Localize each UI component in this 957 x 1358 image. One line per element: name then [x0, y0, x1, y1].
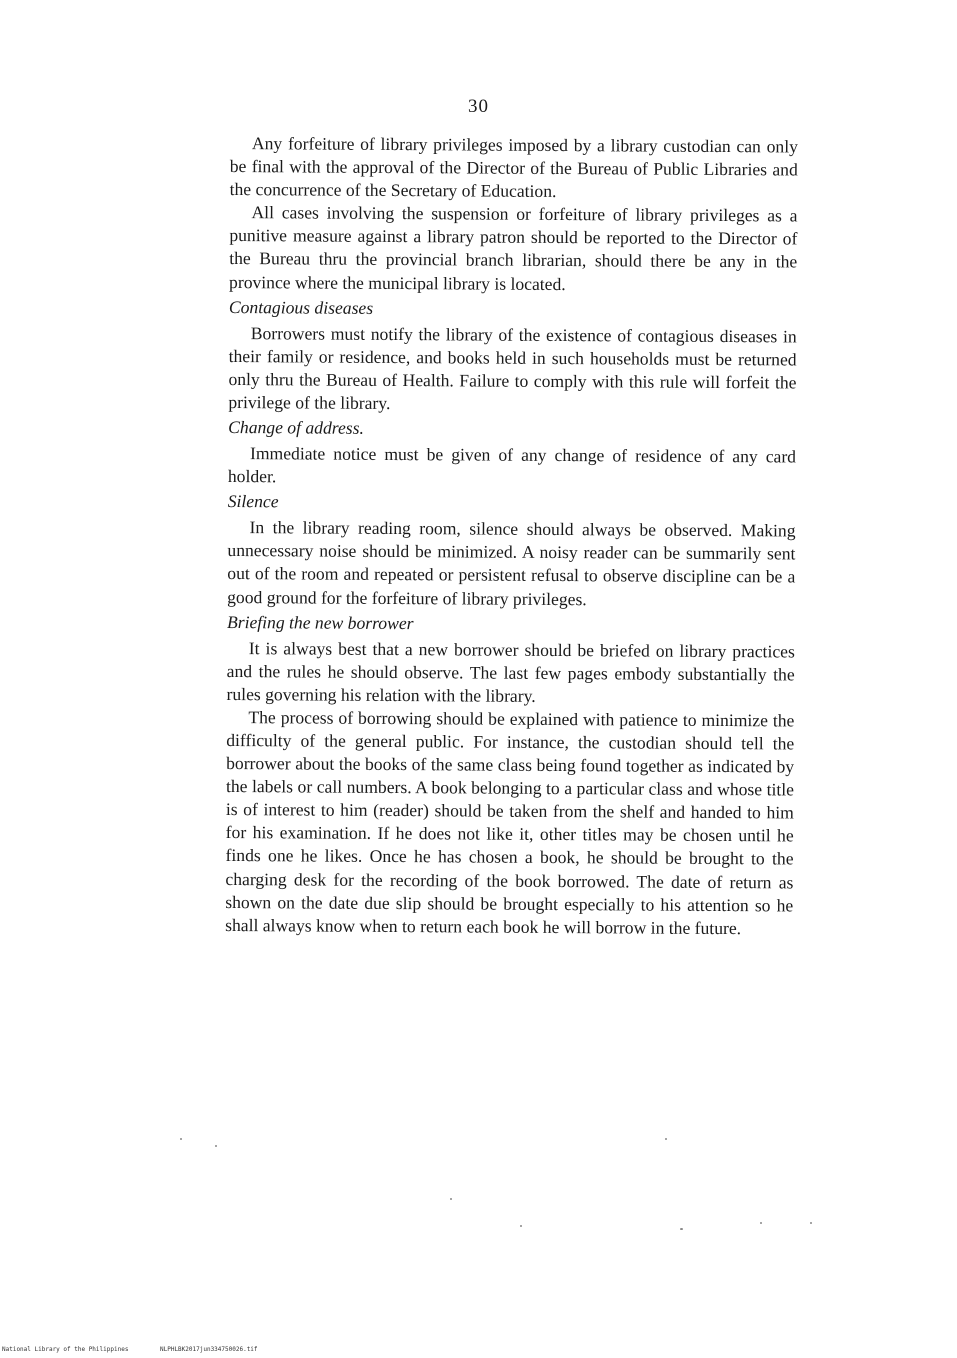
- page-number: 30: [468, 96, 489, 117]
- section-heading: Change of address.: [228, 417, 364, 438]
- paragraph: Immediate notice must be given of any change of residence of any card holder.: [227, 443, 797, 487]
- scan-speck: [665, 1138, 667, 1140]
- paragraph: Borrowers must notify the library of the existence of contagious diseases in their family or residence, and books held in such households must be returned only thru the Bureau of Health. Failure to comply with this rule will forfeit the privilege of the library.: [228, 322, 797, 413]
- scan-speck: [810, 1222, 812, 1224]
- section-heading: Briefing the new borrower: [226, 611, 414, 633]
- section-heading: Contagious diseases: [228, 296, 374, 318]
- scan-speck: [180, 1138, 182, 1140]
- footer-source: National Library of the Philippines: [2, 1346, 129, 1353]
- scan-speck: [520, 1225, 522, 1227]
- paragraph: The process of borrowing should be explained with patience to minimize the difficulty of the general public. For instance, the custodian should tell the borrower about the books of the same class being found together as indicated by the labels or call numbers. A book belonging to a particular class and whose title is of interest to him (reader) should be taken from the shelf and handed to him for his examination. If he does not like it, other titles may be chosen until he finds one he likes. Once he has chosen a book, he should be brought to the charging desk for the recording of the book borrowed. The date of return as shown on the date due slip should be brought especially to his attention so he shall always know when to return each book he will borrow in the future.: [225, 706, 795, 938]
- paragraph: In the library reading room, silence should always be observed. Making unnecessary noise should be minimized. A noisy reader can be summarily sent out of the room and repeated or persistent refusal to observe discipline can be a good ground for the forfeiture of library privileges.: [227, 517, 796, 609]
- document-body: [225, 132, 798, 940]
- paragraph: Any forfeiture of library privileges imposed by a library custodian can only be final with the approval of the Director of the Bureau of Public Libraries and the concurrence of the Secretary of Education.: [229, 133, 798, 202]
- paragraph: It is always best that a new borrower should be briefed on library practices and the rules he should observe. The last few pages embody substantially the rules governing his relation with the library.: [226, 637, 795, 706]
- scan-speck: [760, 1222, 762, 1224]
- scan-speck: [215, 1145, 217, 1147]
- paragraph: All cases involving the suspension or forfeiture of library privileges as a punitive measure against a library patron should be reported to the Director of the Bureau thru the provincial branch librarian, should there be any in the province where the municipal library is located.: [229, 202, 798, 294]
- footer-file-id: NLPHLBK2017jun334750026.tif: [160, 1346, 258, 1353]
- section-heading: Silence: [227, 491, 279, 512]
- scan-speck: [450, 1198, 452, 1200]
- scan-speck: [680, 1228, 683, 1230]
